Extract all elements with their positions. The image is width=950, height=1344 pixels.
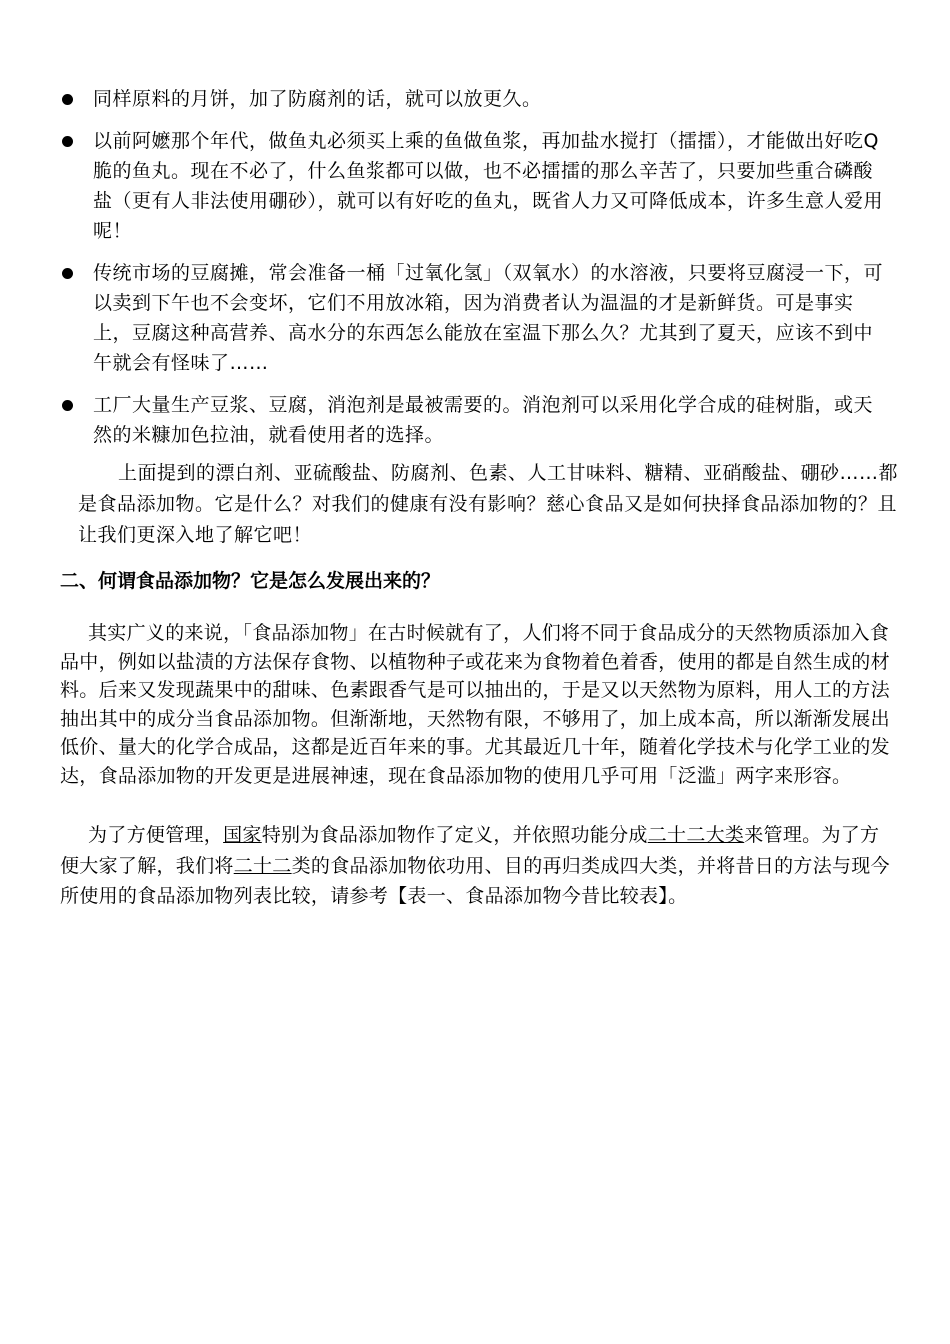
intro-paragraph: 上面提到的漂白剂、亚硫酸盐、防腐剂、色素、人工甘味料、糖精、亚硝酸盐、硼砂……都是食品添加物。它是什么？对我们的健康有没有影响？慈心食品又是如何抉择食品添加物的？且让我们更深入地了解它吧！ (78, 462, 899, 546)
bullet-text: 传统市场的豆腐摊，常会准备一桶「过氧化氢」（双氧水）的水溶液，只要将豆腐浸一下，可以卖到下午也不会变坏，它们不用放冰箱，因为消费者认为温温的才是新鲜货。可是事实上，豆腐这种高营养、高水分的东西怎么能放在室温下那么久？尤其到了夏天，应该不到中午就会有怪味了…… (93, 262, 884, 374)
body-paragraph-classification (60, 820, 892, 912)
bullet-text: 工厂大量生产豆浆、豆腐，消泡剂是最被需要的。消泡剂可以采用化学合成的硅树脂，或天然的米糠加色拉油，就看使用者的选择。 (93, 394, 874, 446)
underlined-term-22-categories: 二十二大类 (647, 824, 745, 846)
text-segment: 特别为食品添加物作了定义，并依照功能分成 (261, 824, 648, 846)
text-segment: 类的食品添加物依功用、目的再归类成四大类，并将昔日的方法与现今所使用的食品添加物列表比较，请参考【表一、食品添加物今昔比较表】。 (60, 854, 890, 907)
bullet-item-mooncake (60, 84, 890, 114)
text-segment: 为了方便管理， (88, 824, 224, 846)
text-segment: 来管理。为了方便大家了解，我们将 (60, 824, 880, 877)
bullet-dot-icon (62, 400, 73, 411)
bullet-item-defoamer (60, 390, 890, 450)
bullet-text: 以前阿嬷那个年代，做鱼丸必须买上乘的鱼做鱼浆，再加盐水搅打（擂擂），才能做出好吃Q脆的鱼丸。现在不必了，什么鱼浆都可以做，也不必擂擂的那么辛苦了，只要加些重合磷酸盐（更有人非法使用硼砂），就可以有好吃的鱼丸，既省人力又可降低成本，许多生意人爱用呢！ (93, 130, 884, 242)
bullet-list (60, 84, 890, 462)
bullet-dot-icon (62, 136, 73, 147)
bullet-item-tofu (60, 258, 890, 378)
bullet-dot-icon (62, 268, 73, 279)
section-title: 二、何谓食品添加物？它是怎么发展出来的？ (60, 570, 441, 592)
underlined-term-country: 国家 (223, 824, 262, 846)
bullet-text: 同样原料的月饼，加了防腐剂的话，就可以放更久。 (93, 88, 542, 110)
underlined-term-22: 二十二 (233, 854, 292, 877)
bullet-dot-icon (62, 94, 73, 105)
body-paragraph-history: 其实广义的来说，「食品添加物」在古时候就有了，人们将不同于食品成分的天然物质添加入食品中，例如以盐渍的方法保存食物、以植物种子或花来为食物着色着香，使用的都是自然生成的材料。后来又发现蔬果中的甜味、色素跟香气是可以抽出的，于是又以天然物为原料，用人工的方法抽出其中的成分当食品添加物。但渐渐地，天然物有限，不够用了，加上成本高，所以渐渐发展出低价、量大的化学合成品，这都是近百年来的事。尤其最近几十年，随着化学技术与化学工业的发达，食品添加物的开发更是进展神速，现在食品添加物的使用几乎可用「泛滥」两字来形容。 (60, 622, 890, 787)
bullet-item-fishball (60, 126, 890, 246)
